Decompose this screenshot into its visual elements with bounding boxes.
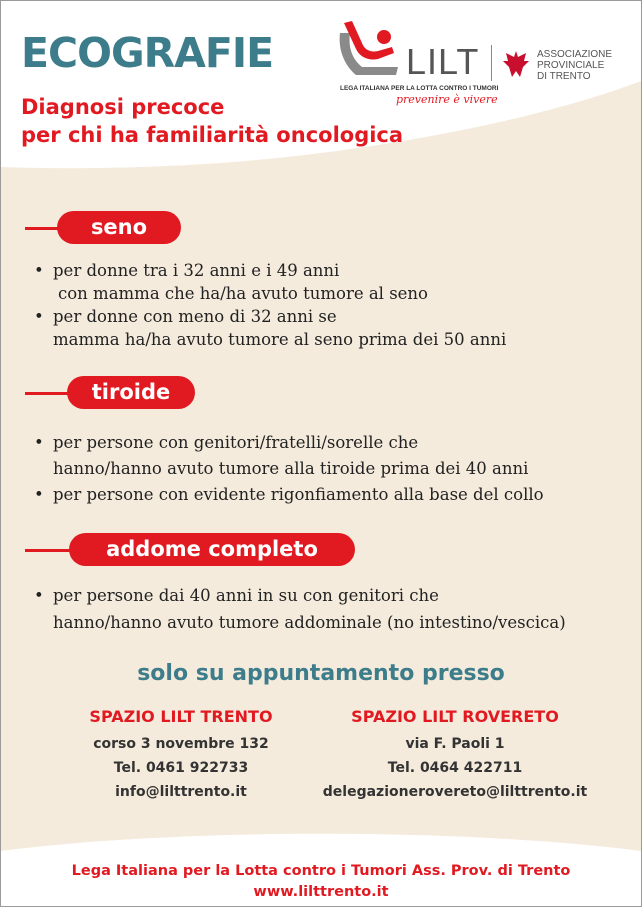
logo-slogan: prevenire è vivere <box>396 93 498 106</box>
section-divider-addome <box>25 549 75 552</box>
subtitle-line-1: Diagnosi precoce <box>21 95 225 119</box>
logo-divider <box>491 45 492 81</box>
bullet-text-cont: mamma ha/ha avuto tumore al seno prima dei 50 anni <box>53 330 507 349</box>
lilt-logo <box>334 19 624 111</box>
location-email: info@lilttrento.it <box>115 784 247 800</box>
seno-bullet-list <box>31 259 506 351</box>
location-phone: Tel. 0464 422711 <box>387 760 523 776</box>
page-title: ECOGRAFIE <box>21 29 274 77</box>
location-phone: Tel. 0461 922733 <box>113 760 249 776</box>
location-address: via F. Paoli 1 <box>405 736 505 752</box>
tiroide-bullet-list <box>31 430 544 508</box>
bullet-dot-icon: • <box>34 307 44 326</box>
location-email: delegazionerovereto@lilttrento.it <box>322 784 588 800</box>
location-trento <box>61 707 301 804</box>
list-item <box>31 582 566 609</box>
list-item <box>31 259 506 282</box>
bullet-text: per persone con evidente rigonfiamento alla base del collo <box>53 485 544 504</box>
list-item <box>31 482 544 508</box>
location-name: SPAZIO LILT ROVERETO <box>351 707 559 726</box>
bullet-text: per persone con genitori/fratelli/sorelle che <box>53 433 419 452</box>
bullet-dot-icon: • <box>34 433 44 452</box>
bullet-dot-icon: • <box>34 485 44 504</box>
bullet-text: per persone dai 40 anni in su con genitori che <box>53 586 439 605</box>
section-label-seno: seno <box>57 211 181 244</box>
footer-website-link[interactable]: www.lilttrento.it <box>253 884 389 900</box>
appointment-heading: solo su appuntamento presso <box>137 661 505 686</box>
bullet-text: per donne con meno di 32 anni se <box>53 307 337 326</box>
footer-org-name: Lega Italiana per la Lotta contro i Tumori Ass. Prov. di Trento <box>71 863 571 879</box>
subtitle-line-2: per chi ha familiarità oncologica <box>21 123 404 147</box>
footer <box>1 861 641 903</box>
location-address: corso 3 novembre 132 <box>93 736 269 752</box>
logo-tagline: LEGA ITALIANA PER LA LOTTA CONTRO I TUMORI <box>340 85 499 92</box>
lilt-figure-icon <box>334 19 404 81</box>
addome-bullet-list <box>31 582 566 636</box>
bullet-text-cont: con mamma che ha/ha avuto tumore al seno <box>58 284 428 303</box>
logo-assoc-line-1: ASSOCIAZIONE <box>537 49 613 60</box>
logo-assoc <box>537 49 612 82</box>
logo-assoc-line-3: DI TRENTO <box>537 71 591 82</box>
location-name: SPAZIO LILT TRENTO <box>89 707 273 726</box>
bullet-text-cont: hanno/hanno avuto tumore alla tiroide prima dei 40 anni <box>53 459 529 478</box>
bullet-text: per donne tra i 32 anni e i 49 anni <box>53 261 340 280</box>
location-rovereto <box>291 707 619 804</box>
section-label-tiroide: tiroide <box>67 376 195 409</box>
list-item <box>31 305 506 328</box>
bullet-dot-icon: • <box>34 261 44 280</box>
bullet-dot-icon: • <box>34 586 44 605</box>
logo-assoc-line-2: PROVINCIALE <box>537 60 605 71</box>
logo-brand: LILT <box>406 41 480 82</box>
eagle-crest-icon <box>502 49 530 79</box>
section-label-addome: addome completo <box>69 533 355 566</box>
bullet-text-cont: hanno/hanno avuto tumore addominale (no intestino/vescica) <box>53 613 566 632</box>
list-item <box>31 430 544 456</box>
